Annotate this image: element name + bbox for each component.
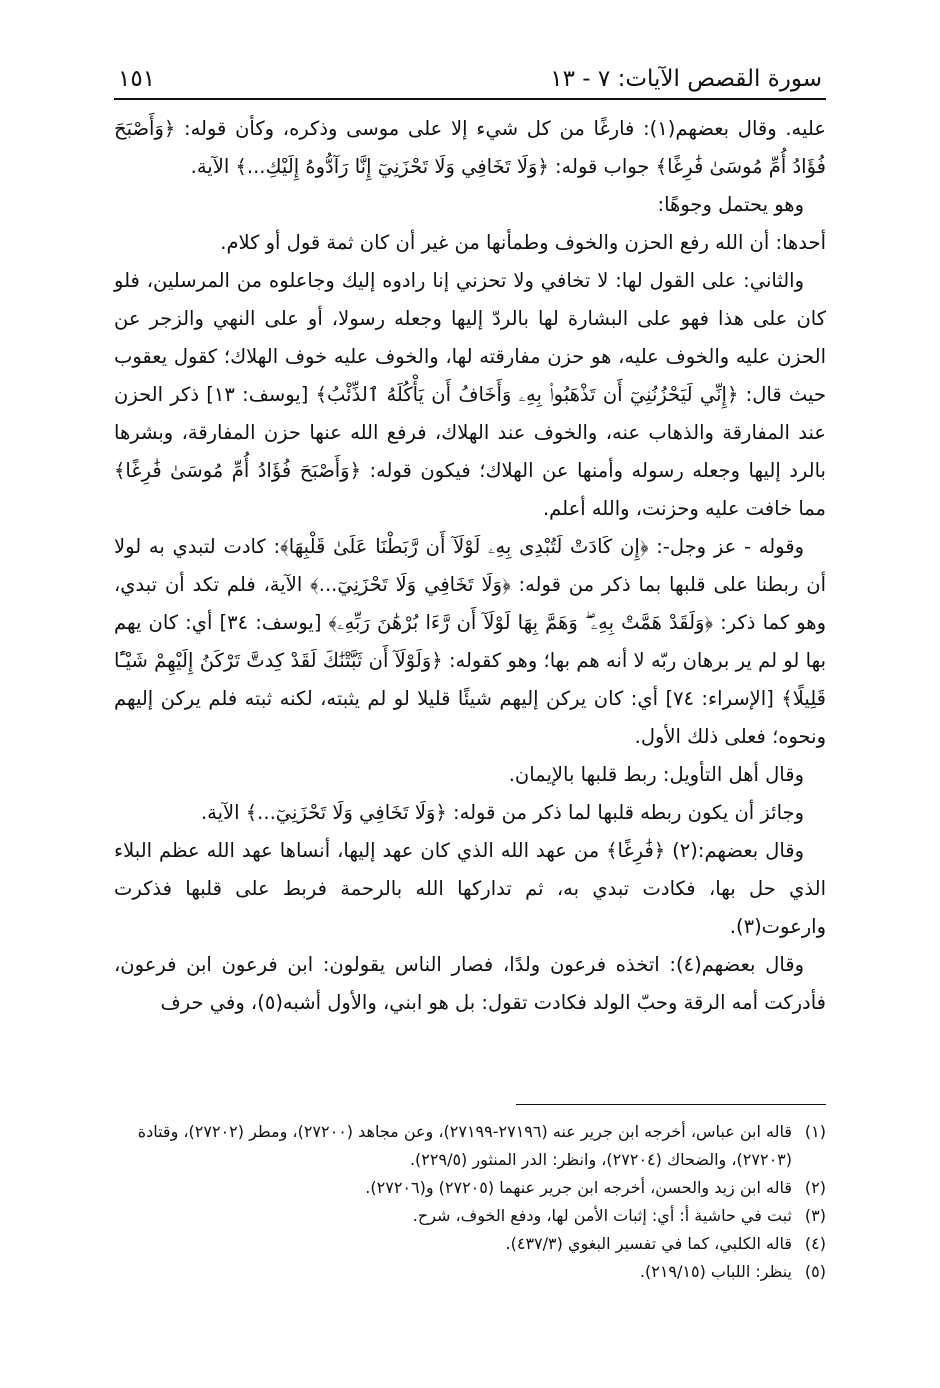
main-text [114,110,826,1022]
footnote [114,1202,826,1230]
footnote [114,1230,826,1258]
paragraph: أحدها: أن الله رفع الحزن والخوف وطمأنها من غير أن كان ثمة قول أو كلام. [220,231,826,254]
footnote-number: (٥) [804,1262,826,1281]
footnote [114,1258,826,1286]
header-rule [114,98,826,100]
footnote-rule [516,1104,826,1105]
footnote [114,1174,826,1202]
page-number: ١٥١ [118,66,156,92]
footnote-text: ثبت في حاشية أ: أي: إثبات الأمن لها، ودفع الخوف، شرح. [412,1206,792,1225]
running-head [118,54,822,94]
paragraph: عليه. وقال بعضهم(١): فارغًا من كل شيء إلا على موسى وذكره، وكأن قوله: ﴿وَأَصْبَحَ فُؤَادُ أُمِّ مُوسَىٰ فَٰرِغًا﴾ جواب قوله: ﴿وَلَا تَخَافِي وَلَا تَحْزَنِيٓ إِنَّا رَآدُّوهُ إِلَيْكِ...﴾ الآية. [114,117,826,178]
chapter-title: سورة القصص الآيات: ٧ - ١٣ [550,66,822,92]
footnote [114,1118,826,1174]
footnote-text: قاله الكلبي، كما في تفسير البغوي (٤٣٧/٣). [505,1234,792,1253]
footnote-number: (٢) [804,1178,826,1197]
paragraph: وقوله - عز وجل-: ﴿إِن كَادَتْ لَتُبْدِى بِهِۦ لَوْلَآ أَن رَّبَطْنَا عَلَىٰ قَلْبِهَا﴾: كادت لتبدي به لولا أن ربطنا على قلبها بما ذكر من قوله: ﴿وَلَا تَخَافِي وَلَا تَحْزَنِيٓ...﴾ الآية، فلم تكد أن تبدي، وهو كما ذكر: ﴿وَلَقَدْ هَمَّتْ بِهِۦ ۖ وَهَمَّ بِهَا لَوْلَآ أَن رَّءَا بُرْهَٰنَ رَبِّهِۦ﴾ [يوسف: ٣٤] أي: كان يهم بها لو لم ير برهان ربّه لا أنه هم بها؛ وهو كقوله: ﴿وَلَوْلَآ أَن ثَبَّتْنَٰكَ لَقَدْ كِدتَّ تَرْكَنُ إِلَيْهِمْ شَيْـًٔا قَلِيلًا﴾ [الإسراء: ٧٤] أي: كان يركن إليهم شيئًا قليلا لو لم يثبته، لكنه ثبته فلم يركن إليهم ونحوه؛ فعلى ذلك الأول. [114,535,826,748]
paragraph: وهو يحتمل وجوهًا: [657,193,804,216]
footnote-text: قاله ابن زيد والحسن، أخرجه ابن جرير عنهما (٢٧٢٠٥) و(٢٧٢٠٦). [365,1178,792,1197]
footnotes [114,1118,826,1286]
paragraph: وقال بعضهم:(٢) ﴿فَٰرِغًا﴾ من عهد الله الذي كان عهد إليها، أنساها عهد الله عظم البلاء الذي حل بها، فكادت تبدي به، ثم تداركها الله بالرحمة فربط على قلبها فذكرت وارعوت(٣). [114,839,826,938]
footnote-text: قاله ابن عباس، أخرجه ابن جرير عنه (٢٧١٩٦-٢٧١٩٩)، وعن مجاهد (٢٧٢٠٠)، ومطر (٢٧٢٠٢)، وقتادة (٢٧٢٠٣)، والضحاك (٢٧٢٠٤)، وانظر: الدر المنثور (٢٢٩/٥). [137,1122,792,1169]
paragraph: وجائز أن يكون ربطه قلبها لما ذكر من قوله: ﴿وَلَا تَخَافِي وَلَا تَحْزَنِيٓ...﴾ الآية. [200,801,804,824]
footnote-number: (١) [804,1122,826,1141]
footnote-number: (٣) [804,1206,826,1225]
paragraph: وقال أهل التأويل: ربط قلبها بالإيمان. [508,763,804,786]
footnote-number: (٤) [804,1234,826,1253]
paragraph: والثاني: على القول لها: لا تخافي ولا تحزني إنا رادوه إليك وجاعلوه من المرسلين، فلو كان على هذا فهو على البشارة لها بالردّ إليها وجعله رسولا، أو على النهي والزجر عن الحزن عليه والخوف عليه، هو حزن مفارقته لها، والخوف عليه خوف الهلاك؛ كقول يعقوب حيث قال: ﴿إِنِّي لَيَحْزُنُنِيٓ أَن تَذْهَبُوا۟ بِهِۦ وَأَخَافُ أَن يَأْكُلَهُ ٱلذِّئْبُ﴾ [يوسف: ١٣] ذكر الحزن عند المفارقة والذهاب عنه، والخوف عند الهلاك، فرفع الله عنها حزن المفارقة، وبشرها بالرد إليها وجعله رسوله وأمنها عن الهلاك؛ فيكون قوله: ﴿وَأَصْبَحَ فُؤَادُ أُمِّ مُوسَىٰ فَٰرِغًا﴾ مما خافت عليه وحزنت، والله أعلم. [114,269,826,520]
paragraph: وقال بعضهم(٤): اتخذه فرعون ولدًا، فصار الناس يقولون: ابن فرعون ابن فرعون، فأدركت أمه الرقة وحبّ الولد فكادت تقول: بل هو ابني، والأول أشبه(٥)، وفي حرف [114,953,826,1014]
footnote-text: ينظر: اللباب (٢١٩/١٥). [639,1262,792,1281]
